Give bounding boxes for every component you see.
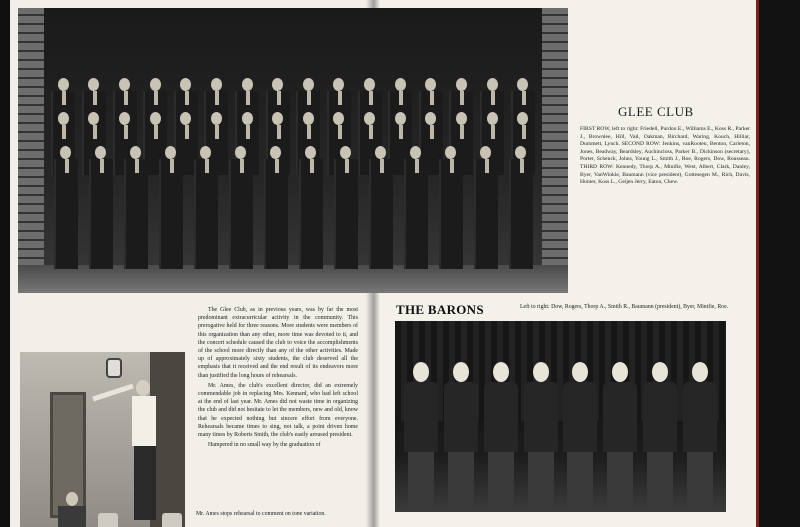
baron-singer: [563, 362, 597, 512]
barons-caption: Left to right: Dow, Rogers, Thorp A., Smith R., Baumann (president), Byer, Minifie, Roe.: [520, 304, 729, 310]
singer: [299, 146, 323, 269]
baron-singer: [524, 362, 558, 512]
chair: [98, 513, 118, 527]
rehearsal-photo: [20, 352, 185, 527]
glee-club-roster: FIRST ROW, left to right: Friedell, Purdon E., Williams E., Koss R., Parker J., Brownlee, Hill, Vail, Oakman, Birchard, Waring, Kouch, Hilliar, Dummett, Lynch. SECOND ROW: Jenkins, vanRooten, Benton, Carleton, Jones, Beadway, Beardsley, Auchincloss, Parker B., Dickinson (secretary), Porter, Schenck, Johns, Young L., Smith J., Roe, Rogers, Dow, Rousseau. THIRD ROW: Kennedy, Thorp A., Minifie, West, Albert, Clark, Danley, Byer, VanWinkle, Baumann (vice president), Gottesegen M., Rich, Davis, Hunter, Koss L., Geijen Jerry, Eaton, Chew.: [580, 126, 750, 186]
brick-wall-right: [542, 8, 568, 293]
singers-front-row: [48, 146, 538, 269]
seated-student: [58, 492, 86, 527]
singer: [369, 146, 393, 269]
glee-club-group-photo: [18, 8, 568, 293]
article-paragraph: Mr. Ames, the club's excellent director, did an extremely commendable job in replacing Mrs. Kennard, who had left school at the end of last year. Mr. Ames did not waste time in organizing the club and did not hesitate to let the members, new and old, know that he expected nothing but sincere effort from everyone. Rehearsals became times to sing, not talk, a point driven home many times by Roberts Smith, the club's easily aroused president.: [198, 382, 358, 439]
singer: [334, 146, 358, 269]
singer: [159, 146, 183, 269]
article-paragraph: Hampered in no small way by the graduation of: [208, 442, 321, 449]
singer: [194, 146, 218, 269]
chair: [162, 513, 182, 527]
baron-singer: [444, 362, 478, 512]
singer: [124, 146, 148, 269]
barons-photo: [395, 321, 726, 512]
glee-club-title: GLEE CLUB: [618, 104, 694, 119]
rehearsal-caption: Mr. Ames stops rehearsal to comment on tone variation.: [196, 511, 326, 517]
singer: [229, 146, 253, 269]
baron-singer: [603, 362, 637, 512]
director-figure: [128, 380, 158, 520]
baron-singer: [404, 362, 438, 512]
article-paragraph: The Glee Club, as in previous years, was by far the most predominant extracurricular activity in the community. This prerogative held for three reasons. More students were members of this organization than any other, more time was devoted to it, and the concert schedule caused the club to voice the accomplishments of the school more directly than any of the other activities. Made up of approximately sixty students, the club deserved all the emphasis that it received and the end result of its endeavors more than justified the long hours of rehearsals.: [198, 307, 358, 379]
cover-edge: [756, 0, 759, 527]
barons-title: THE BARONS: [396, 302, 484, 317]
article-text: [198, 306, 358, 451]
singer: [264, 146, 288, 269]
wall-clock: [106, 358, 122, 378]
baron-singer: [683, 362, 717, 512]
singer: [509, 146, 533, 269]
baron-singer: [484, 362, 518, 512]
singer: [54, 146, 78, 269]
stage-floor: [18, 265, 568, 293]
singer: [89, 146, 113, 269]
book-edge-left: [0, 0, 10, 527]
singer: [439, 146, 463, 269]
barons-singers: [401, 362, 720, 512]
brick-wall-left: [18, 8, 44, 293]
baron-singer: [643, 362, 677, 512]
singer: [404, 146, 428, 269]
book-edge-right: [756, 0, 800, 527]
singer: [474, 146, 498, 269]
